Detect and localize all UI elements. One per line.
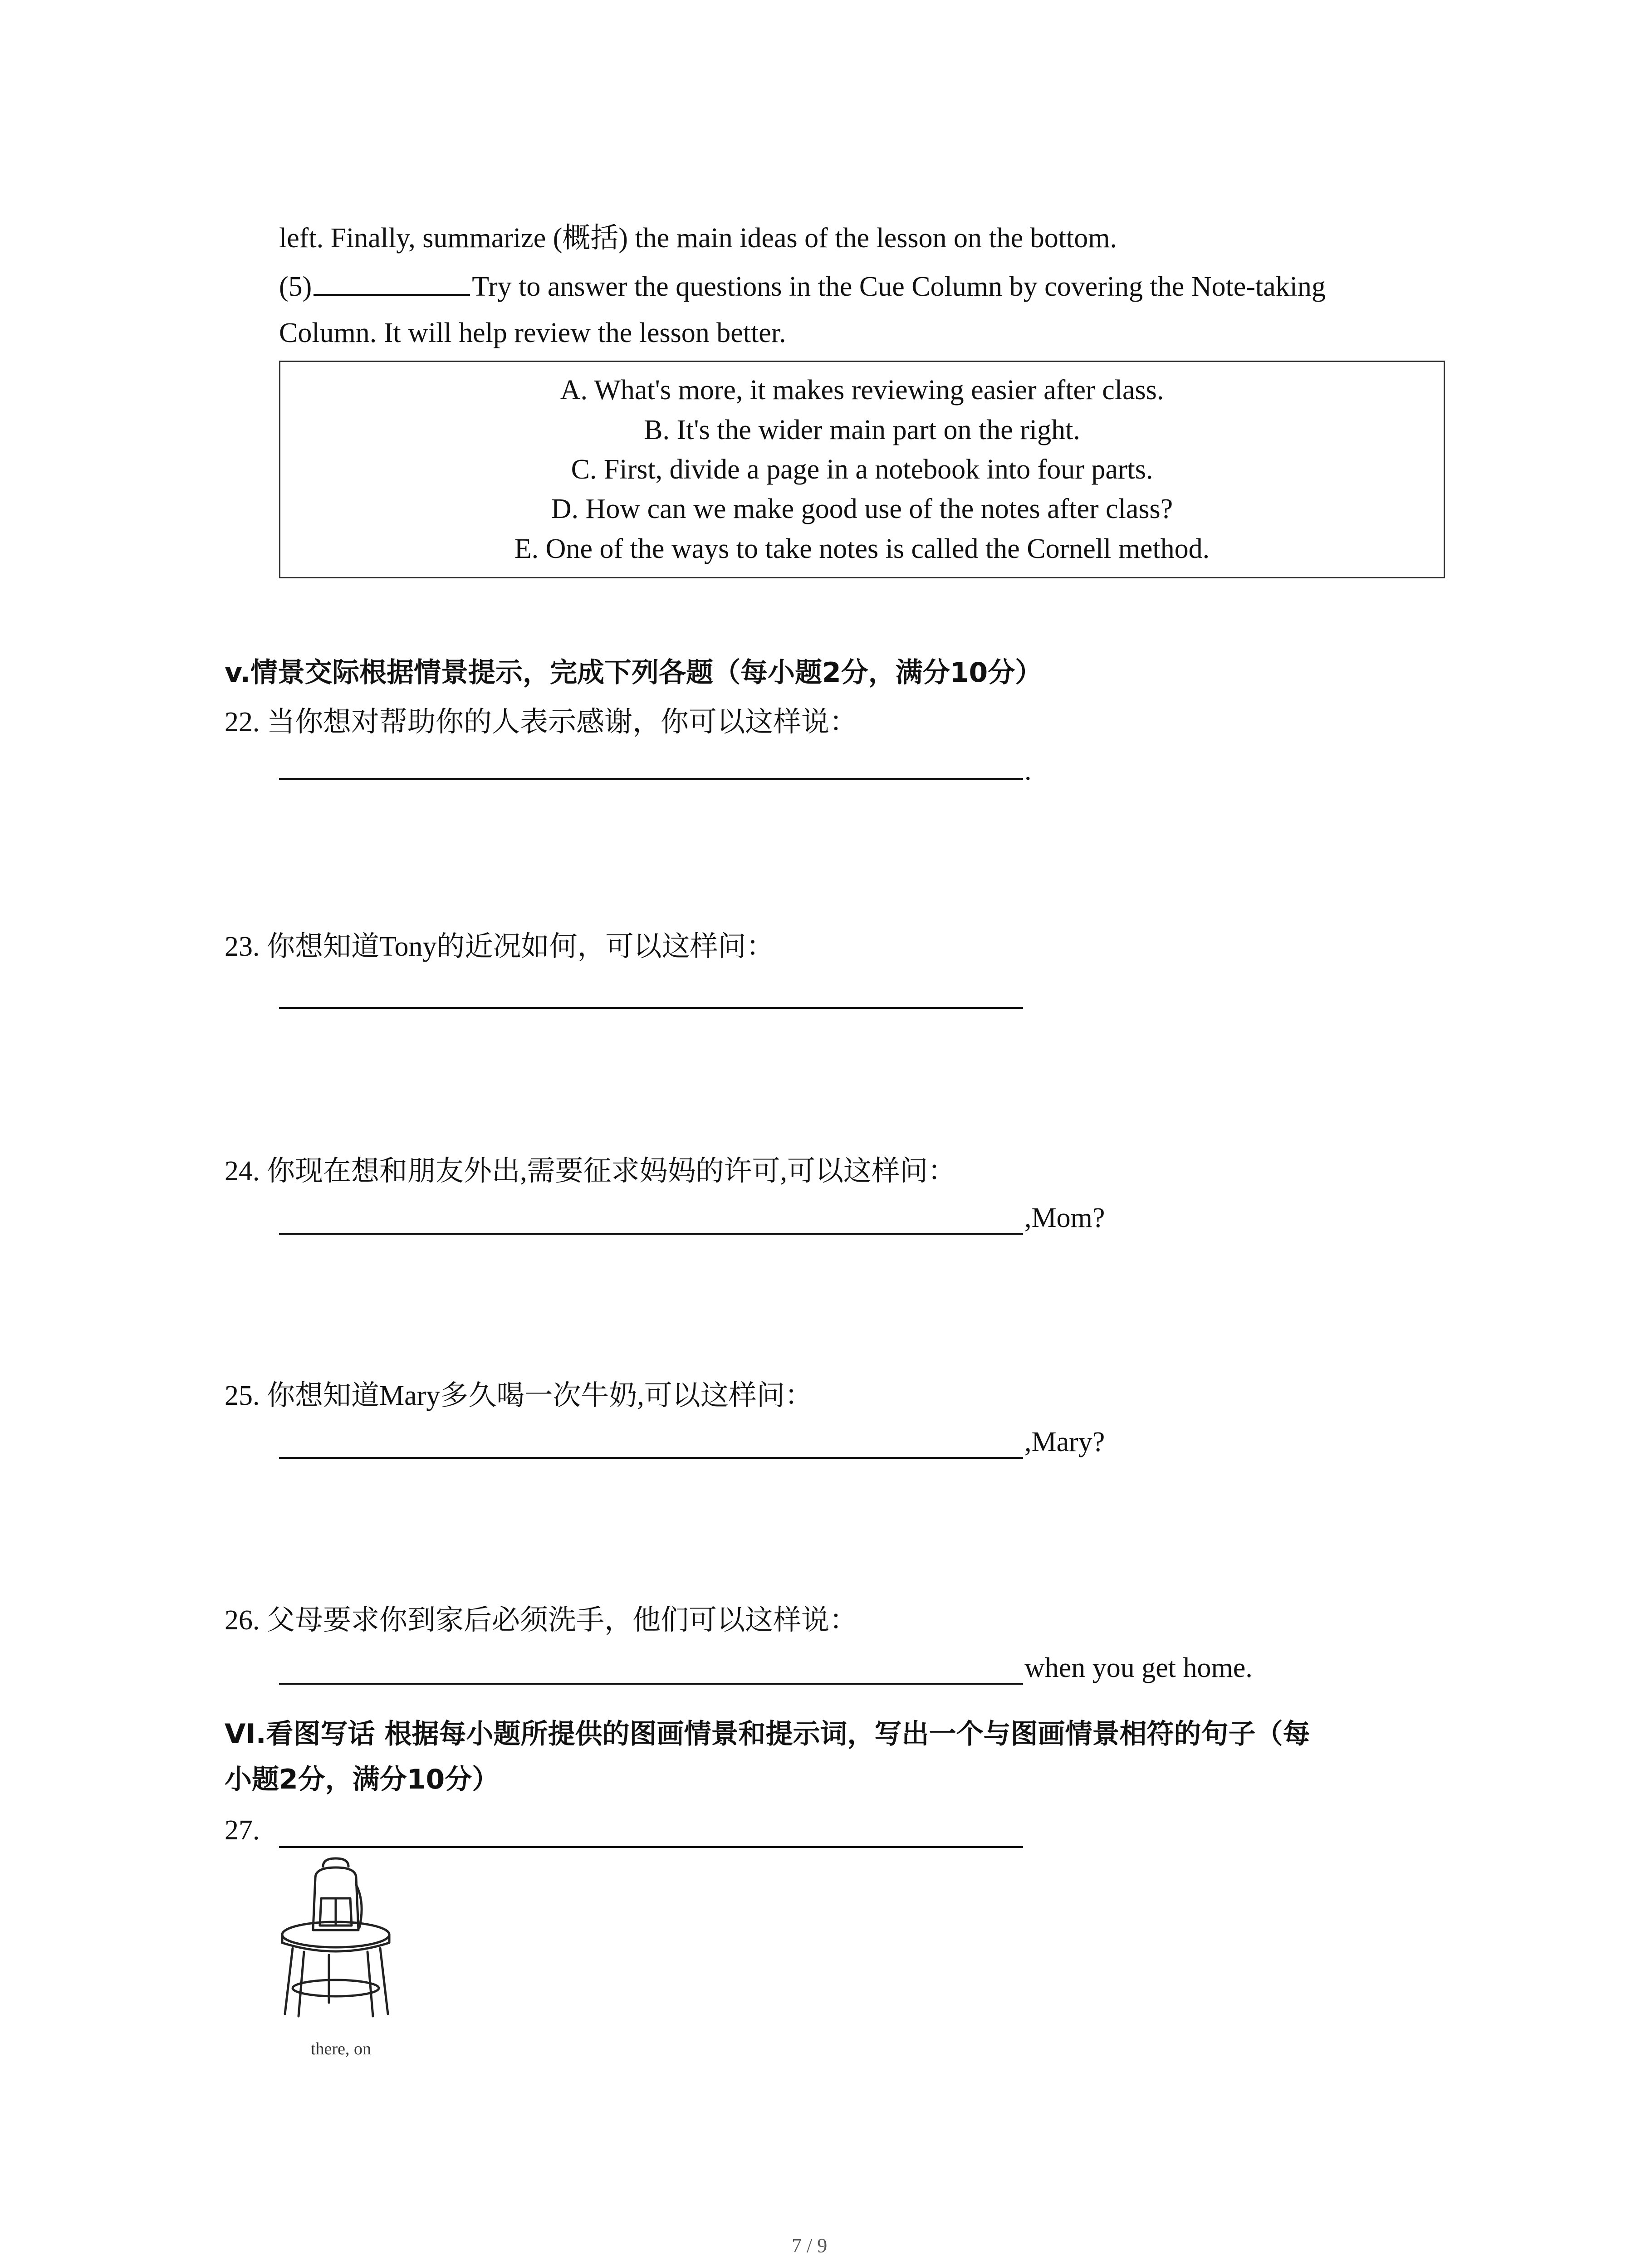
options-box [279, 361, 1445, 578]
section-6-heading-line-1: VI.看图写话 根据每小题所提供的图画情景和提示词，写出一个与图画情景相符的句子（每 [225, 1718, 1310, 1750]
image-caption: there, on [311, 2039, 371, 2058]
answer-suffix-25: ,Mary? [1024, 1427, 1105, 1457]
answer-suffix-22: . [1024, 755, 1032, 786]
answer-line-23[interactable] [279, 1007, 1023, 1009]
answer-suffix-26: when you get home. [1024, 1652, 1253, 1683]
answer-line-27[interactable] [279, 1846, 1023, 1848]
question-24 [225, 1154, 956, 1188]
backpack-on-stool-image [272, 1853, 404, 2034]
question-prompt: 你现在想和朋友外出,需要征求妈妈的许可,可以这样问： [267, 1156, 956, 1187]
question-25 [225, 1379, 813, 1413]
question-22 [225, 705, 857, 739]
question-prompt: 你想知道Tony的近况如何，可以这样问： [267, 931, 774, 962]
q5-number: (5) [279, 271, 312, 302]
question-number: 23. [225, 931, 260, 962]
question-number: 22. [225, 707, 260, 738]
option-e: E. One of the ways to take notes is called the Cornell method. [514, 533, 1210, 564]
answer-line-25[interactable] [279, 1457, 1023, 1459]
question-number: 25. [225, 1380, 260, 1411]
q5-text: Try to answer the questions in the Cue Column by covering the Note-taking [472, 271, 1326, 302]
q5-answer-blank[interactable] [314, 272, 470, 296]
answer-line-24[interactable] [279, 1233, 1023, 1235]
passage-line-1: left. Finally, summarize (概括) the main ideas of the lesson on the bottom. [279, 223, 1117, 254]
page-number: 7 / 9 [792, 2234, 828, 2257]
answer-line-22[interactable] [279, 778, 1023, 780]
passage-line-3: Column. It will help review the lesson better. [279, 318, 786, 348]
answer-suffix-24: ,Mom? [1024, 1202, 1105, 1233]
section-5-heading: v.情景交际根据情景提示，完成下列各题（每小题2分，满分10分） [225, 657, 1043, 689]
question-number: 26. [225, 1605, 260, 1636]
option-d: D. How can we make good use of the notes after class? [551, 494, 1173, 524]
option-b: B. It's the wider main part on the right. [644, 415, 1080, 445]
option-c: C. First, divide a page in a notebook into four parts. [571, 454, 1153, 485]
question-prompt: 你想知道Mary多久喝一次牛奶,可以这样问： [267, 1380, 813, 1411]
question-27-number: 27. [225, 1815, 260, 1846]
section-6-heading-line-2: 小题2分，满分10分） [225, 1764, 500, 1795]
question-prompt: 父母要求你到家后必须洗手，他们可以这样说： [267, 1605, 858, 1636]
question-26 [225, 1603, 857, 1637]
answer-line-26[interactable] [279, 1683, 1023, 1685]
backpack-on-stool-icon [272, 1853, 404, 2034]
question-number: 24. [225, 1156, 260, 1187]
passage-line-q5 [279, 270, 1326, 303]
option-a: A. What's more, it makes reviewing easier after class. [560, 375, 1164, 406]
question-23 [225, 930, 774, 963]
question-prompt: 当你想对帮助你的人表示感谢，你可以这样说： [267, 707, 858, 738]
